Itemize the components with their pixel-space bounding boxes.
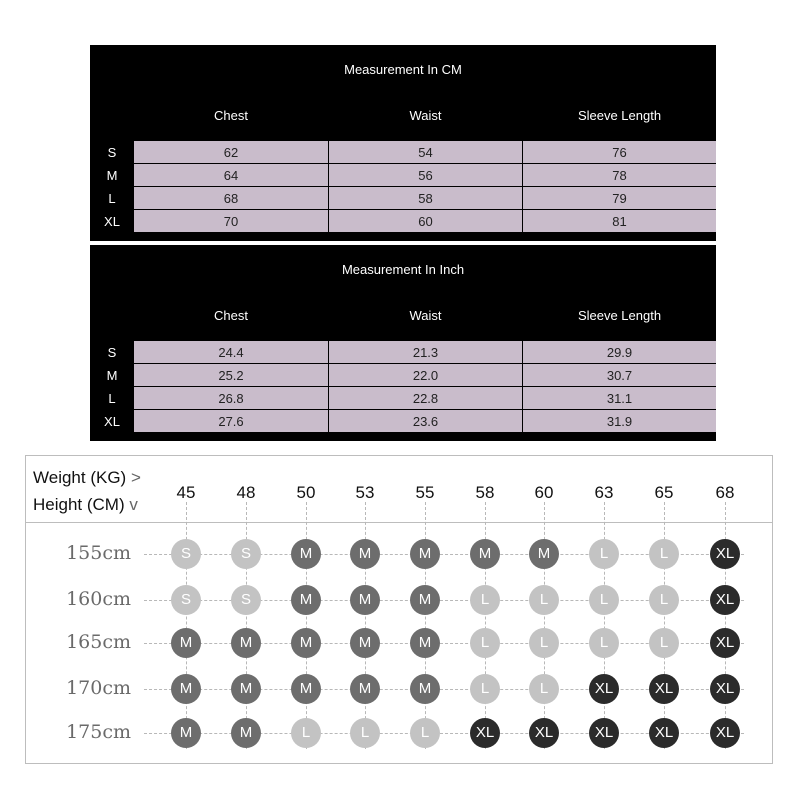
- size-label: L: [108, 191, 116, 206]
- size-badge: L: [470, 628, 500, 658]
- size-badge: M: [410, 674, 440, 704]
- size-badge: M: [410, 539, 440, 569]
- header-chest: Chest: [214, 108, 248, 123]
- size-badge: XL: [710, 674, 740, 704]
- size-badge: M: [529, 539, 559, 569]
- table-cell: 78: [523, 164, 716, 187]
- table-cell: 25.2: [134, 364, 328, 387]
- table-row: [90, 410, 716, 433]
- size-badge: XL: [710, 718, 740, 748]
- chevron-right-icon: >: [130, 468, 141, 487]
- weight-value: 53: [355, 483, 375, 502]
- height-axis-title: [33, 495, 138, 515]
- size-badge: S: [171, 585, 201, 615]
- size-badge: L: [470, 585, 500, 615]
- table-cell: 81: [523, 210, 716, 233]
- size-badge: L: [529, 628, 559, 658]
- height-value: 165cm: [66, 631, 131, 653]
- size-label: M: [106, 368, 118, 383]
- size-badge: XL: [649, 718, 679, 748]
- height-value: 170cm: [66, 677, 131, 699]
- table-cell: 62: [134, 141, 328, 164]
- size-label: M: [106, 168, 118, 183]
- size-badge: M: [350, 628, 380, 658]
- size-recommendation-chart: [25, 455, 773, 764]
- size-label: XL: [104, 414, 120, 429]
- header-waist: Waist: [409, 108, 442, 123]
- size-badge: M: [291, 674, 321, 704]
- table-row: [90, 364, 716, 387]
- size-badge: M: [350, 674, 380, 704]
- table-cell: 31.1: [523, 387, 716, 410]
- table-cell: 56: [329, 164, 522, 187]
- size-badge: L: [589, 585, 619, 615]
- size-badge: M: [171, 628, 201, 658]
- measurement-cm-table: [90, 45, 716, 241]
- table-cell: 29.9: [523, 341, 716, 364]
- table-cell: 76: [523, 141, 716, 164]
- weight-value: 68: [715, 483, 735, 502]
- size-badge: L: [589, 628, 619, 658]
- size-badge: M: [231, 718, 261, 748]
- size-badge: L: [350, 718, 380, 748]
- table-cell: 21.3: [329, 341, 522, 364]
- header-divider: [26, 522, 772, 523]
- size-badge: L: [649, 539, 679, 569]
- size-label: S: [107, 145, 117, 160]
- table-cell: 58: [329, 187, 522, 210]
- table-cell: 68: [134, 187, 328, 210]
- size-label: XL: [104, 214, 120, 229]
- table-cell: 54: [329, 141, 522, 164]
- size-badge: XL: [649, 674, 679, 704]
- size-badge: M: [410, 628, 440, 658]
- header-waist: Waist: [409, 308, 442, 323]
- size-badge: L: [529, 585, 559, 615]
- size-badge: L: [291, 718, 321, 748]
- size-badge: M: [171, 718, 201, 748]
- size-badge: M: [350, 539, 380, 569]
- weight-value: 48: [236, 483, 256, 502]
- height-value: 160cm: [66, 588, 131, 610]
- weight-value: 55: [415, 483, 435, 502]
- table-row: [90, 164, 716, 187]
- weight-value: 50: [296, 483, 316, 502]
- size-badge: XL: [470, 718, 500, 748]
- size-badge: M: [291, 539, 321, 569]
- size-badge: XL: [529, 718, 559, 748]
- table-cell: 22.8: [329, 387, 522, 410]
- measurement-inch-table: [90, 245, 716, 441]
- size-badge: L: [649, 628, 679, 658]
- size-badge: XL: [589, 718, 619, 748]
- size-badge: S: [171, 539, 201, 569]
- chevron-down-icon: v: [129, 495, 138, 514]
- size-badge: L: [589, 539, 619, 569]
- table-title: Measurement In CM: [344, 62, 462, 77]
- size-badge: L: [649, 585, 679, 615]
- table-row: [90, 387, 716, 410]
- size-badge: XL: [710, 628, 740, 658]
- table-cell: 26.8: [134, 387, 328, 410]
- size-badge: M: [231, 674, 261, 704]
- size-badge: M: [171, 674, 201, 704]
- size-label: S: [107, 345, 117, 360]
- table-cell: 23.6: [329, 410, 522, 433]
- weight-axis-title: [33, 468, 141, 488]
- header-sleeve-length: Sleeve Length: [577, 308, 662, 323]
- table-cell: 70: [134, 210, 328, 233]
- weight-label: Weight (KG): [33, 468, 127, 487]
- table-title: Measurement In Inch: [341, 262, 465, 277]
- table-cell: 27.6: [134, 410, 328, 433]
- table-cell: 22.0: [329, 364, 522, 387]
- size-badge: M: [350, 585, 380, 615]
- weight-value: 60: [534, 483, 554, 502]
- size-badge: S: [231, 585, 261, 615]
- size-label: L: [108, 391, 116, 406]
- size-badge: L: [529, 674, 559, 704]
- table-row: [90, 341, 716, 364]
- height-value: 175cm: [66, 721, 131, 743]
- size-badge: M: [291, 585, 321, 615]
- size-badge: M: [231, 628, 261, 658]
- weight-value: 45: [176, 483, 196, 502]
- table-cell: 31.9: [523, 410, 716, 433]
- table-cell: 24.4: [134, 341, 328, 364]
- size-badge: L: [410, 718, 440, 748]
- size-badge: S: [231, 539, 261, 569]
- table-cell: 64: [134, 164, 328, 187]
- size-badge: M: [291, 628, 321, 658]
- table-cell: 60: [329, 210, 522, 233]
- height-value: 155cm: [66, 542, 131, 564]
- header-sleeve-length: Sleeve Length: [577, 108, 662, 123]
- size-badge: XL: [710, 539, 740, 569]
- height-label: Height (CM): [33, 495, 125, 514]
- size-badge: XL: [589, 674, 619, 704]
- header-chest: Chest: [214, 308, 248, 323]
- size-badge: M: [470, 539, 500, 569]
- weight-value: 65: [654, 483, 674, 502]
- size-badge: XL: [710, 585, 740, 615]
- table-cell: 30.7: [523, 364, 716, 387]
- table-row: [90, 141, 716, 164]
- table-row: [90, 187, 716, 210]
- size-badge: L: [470, 674, 500, 704]
- weight-value: 58: [475, 483, 495, 502]
- table-row: [90, 210, 716, 233]
- table-cell: 79: [523, 187, 716, 210]
- weight-value: 63: [594, 483, 614, 502]
- size-badge: M: [410, 585, 440, 615]
